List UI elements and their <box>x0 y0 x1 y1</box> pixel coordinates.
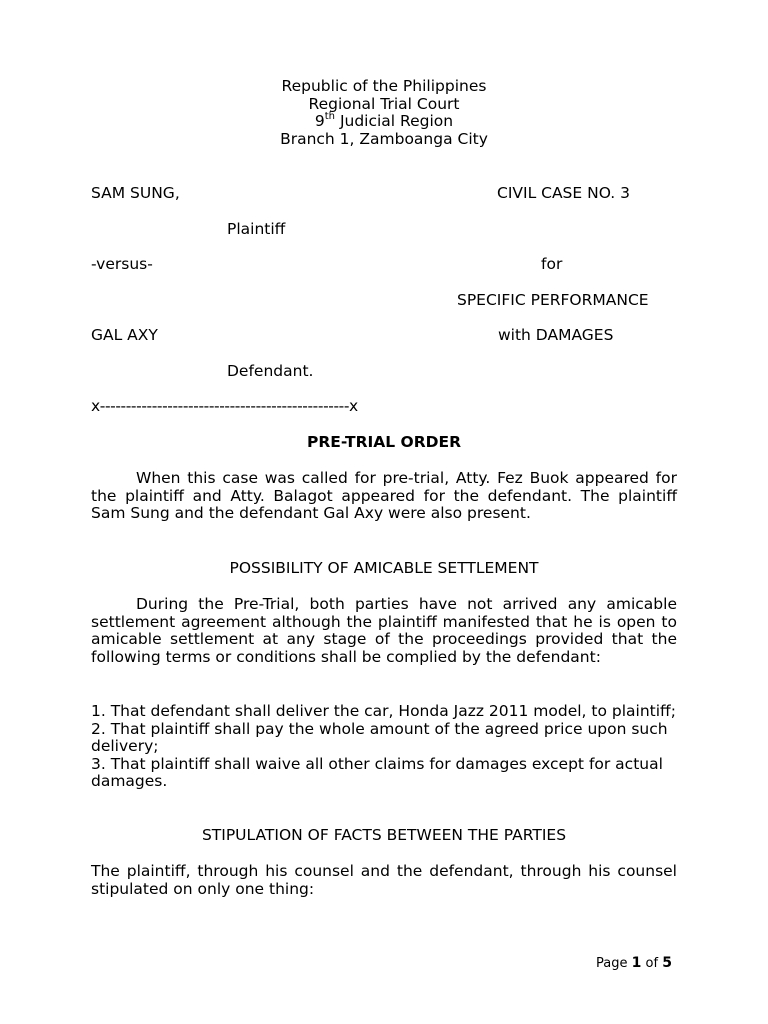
header-region <box>91 110 677 131</box>
page-total: 5 <box>662 955 672 971</box>
region-label: Judicial Region <box>335 112 454 130</box>
region-number: 9 <box>314 112 325 130</box>
plaintiff-label: Plaintiff <box>227 220 286 238</box>
court-header <box>91 78 677 148</box>
region-ordinal: th <box>324 110 336 122</box>
header-branch: Branch 1, Zamboanga City <box>280 129 488 148</box>
section-heading-stipulation: STIPULATION OF FACTS BETWEEN THE PARTIES <box>201 826 567 844</box>
header-court: Regional Trial Court <box>308 94 460 113</box>
case-number: CIVIL CASE NO. 3 <box>497 184 630 202</box>
defendant-label: Defendant. <box>227 362 314 380</box>
section-heading-settlement: POSSIBILITY OF AMICABLE SETTLEMENT <box>229 559 539 577</box>
intro-paragraph: When this case was called for pre-trial, Atty. Fez Buok appeared for the plaintiff and Atty. Balagot appeared for the defendant. The plaintiff Sam Sung and the defendant Gal Axy were also present. <box>91 469 677 522</box>
page-current: 1 <box>631 955 642 971</box>
terms-list <box>91 703 677 791</box>
settlement-paragraph: During the Pre-Trial, both parties have not arrived any amicable settlement agreement although the plaintiff manifested that he is open to amicable settlement at any stage of the proceedings provided that the following terms or conditions shall be complied by the defendant: <box>91 595 677 666</box>
plaintiff-name: SAM SUNG, <box>91 184 180 202</box>
versus-label: -versus- <box>91 255 153 273</box>
defendant-name: GAL AXY <box>91 326 158 344</box>
caption-divider: x------------------------------------------------x <box>91 397 358 415</box>
order-title: PRE-TRIAL ORDER <box>306 433 462 451</box>
case-nature-line2: with DAMAGES <box>498 326 614 344</box>
stipulation-paragraph: The plaintiff, through his counsel and the defendant, through his counsel stipulated on only one thing: <box>91 862 677 898</box>
list-item: 2. That plaintiff shall pay the whole amount of the agreed price upon such delivery; <box>91 719 668 755</box>
of-word: of <box>645 956 659 971</box>
page-word: Page <box>596 956 628 971</box>
header-republic: Republic of the Philippines <box>281 77 487 95</box>
for-label: for <box>541 255 563 273</box>
list-item: 3. That plaintiff shall waive all other claims for damages except for actual damages. <box>91 754 663 790</box>
case-nature-line1: SPECIFIC PERFORMANCE <box>457 291 649 309</box>
list-item: 1. That defendant shall deliver the car, Honda Jazz 2011 model, to plaintiff; <box>91 702 676 720</box>
page-number <box>596 955 672 973</box>
